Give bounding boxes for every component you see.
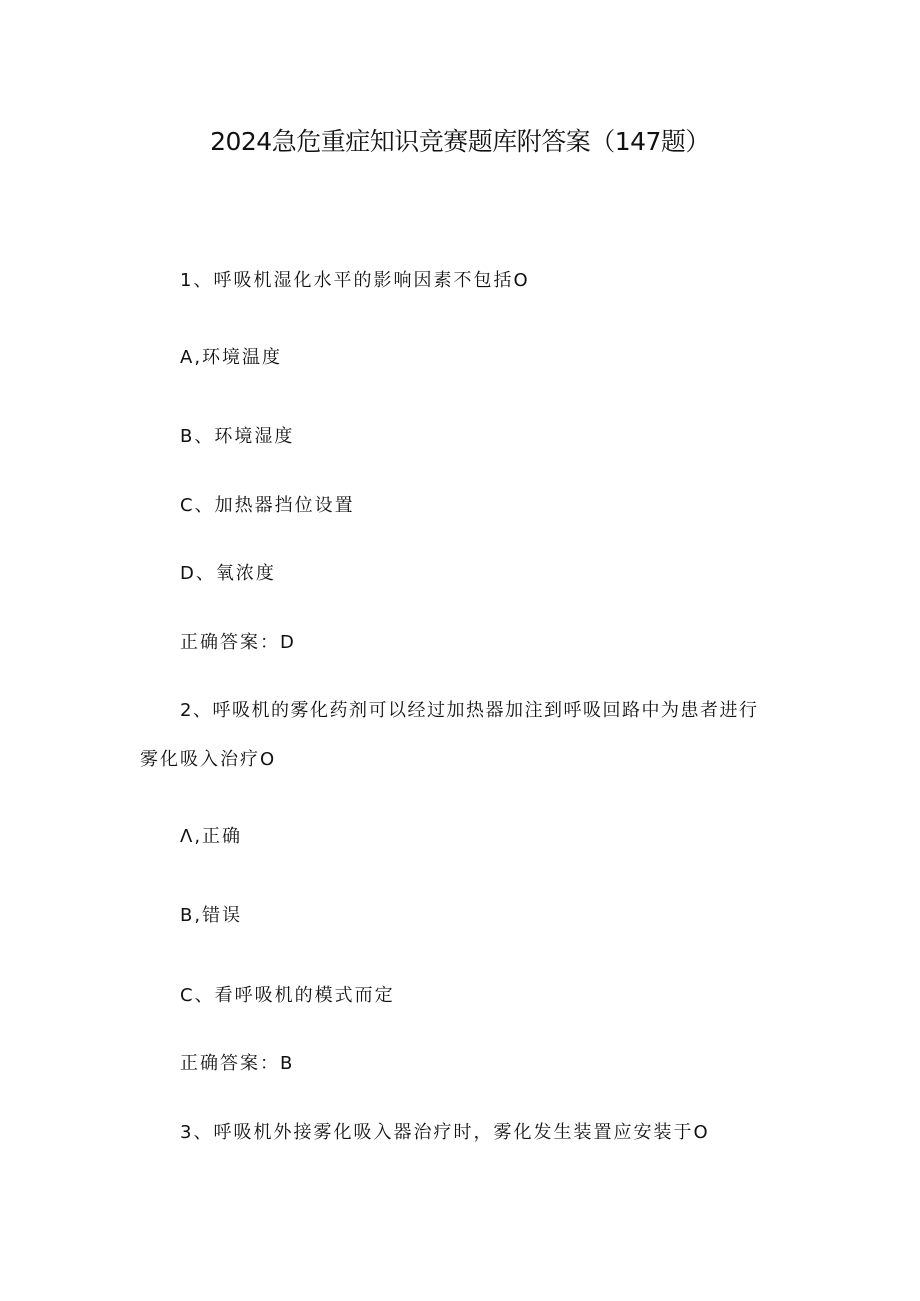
question-1-option-a: A,环境温度 bbox=[180, 347, 283, 368]
document-title: 2024急危重症知识竞赛题库附答案（147题） bbox=[210, 127, 710, 156]
question-2-option-c: C、看呼吸机的模式而定 bbox=[180, 985, 395, 1006]
question-2-stem-continued: 雾化吸入治疗O bbox=[140, 749, 277, 770]
question-2-answer: 正确答案：B bbox=[180, 1053, 295, 1074]
question-1-option-c: C、加热器挡位设置 bbox=[180, 495, 355, 516]
question-1-option-d: D、氧浓度 bbox=[180, 563, 276, 584]
question-1-answer: 正确答案：D bbox=[180, 632, 296, 653]
question-2-option-a: Λ,正确 bbox=[180, 826, 243, 847]
question-3-stem: 3、呼吸机外接雾化吸入器治疗时，雾化发生装置应安装于O bbox=[180, 1122, 710, 1143]
question-2-stem: 2、呼吸机的雾化药剂可以经过加热器加注到呼吸回路中为患者进行 bbox=[180, 700, 759, 721]
question-1-option-b: B、环境湿度 bbox=[180, 426, 295, 447]
question-2-option-b: B,错误 bbox=[180, 905, 243, 926]
question-1-stem: 1、呼吸机湿化水平的影响因素不包括O bbox=[180, 270, 530, 291]
